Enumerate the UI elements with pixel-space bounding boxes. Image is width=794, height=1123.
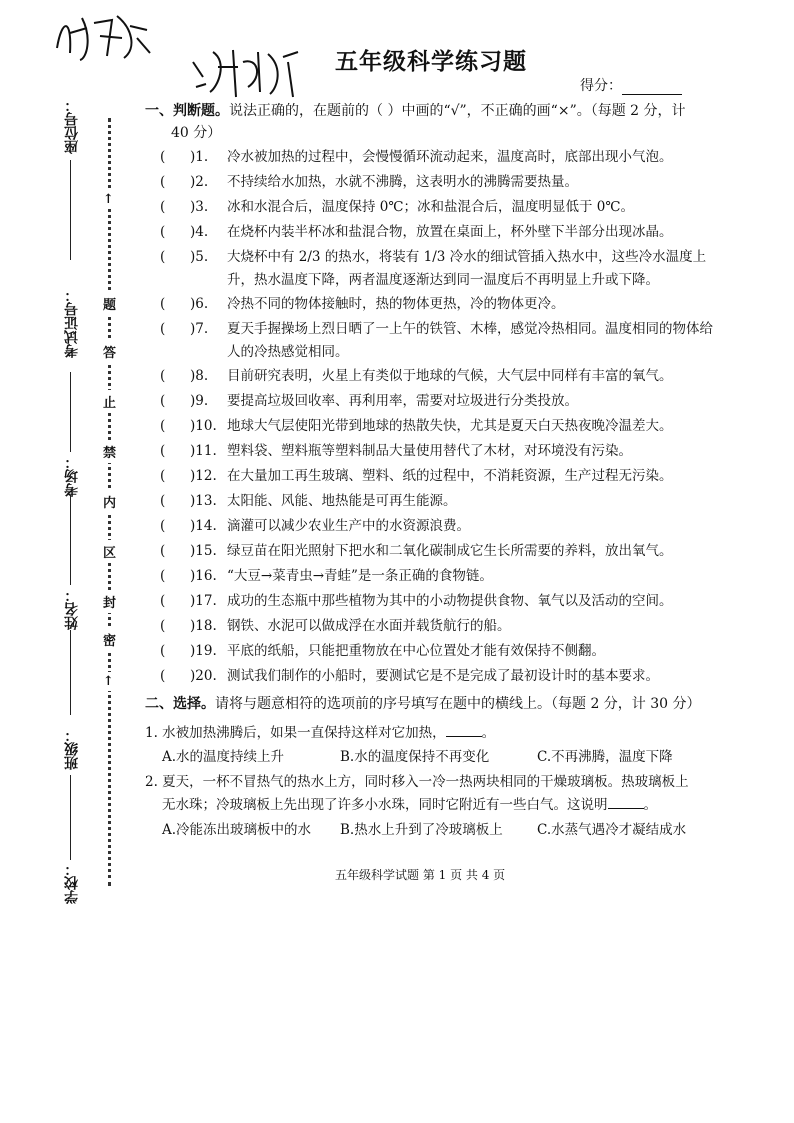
seal-char: 止: [103, 390, 116, 413]
judgment-item: ( )10. 地球大气层使阳光带到地球的热散失快，尤其是夏天白天热夜晚冷温差大。: [160, 415, 720, 438]
answer-paren[interactable]: (: [160, 296, 166, 312]
answer-paren[interactable]: (: [160, 593, 166, 609]
page-footer: 五年级科学试题 第 1 页 共 4 页: [335, 868, 506, 882]
answer-paren[interactable]: (: [160, 199, 166, 215]
school-label: 学校：: [64, 862, 80, 904]
judgment-item: ( )5. 大烧杯中有 2/3 的热水，将装有 1/3 冷水的细试管插入热水中，这些冷水温度上升，热水温度下降，两者温度逐渐达到同一温度后不再明显上升或下降。: [160, 246, 720, 292]
judgment-item: ( )7. 夏天手握操场上烈日晒了一上午的铁管、木棒，感觉冷热相同。温度相同的物体给人的冷热感觉相同。: [160, 318, 720, 364]
choice-q1-stem: 1. 水被加热沸腾后，如果一直保持这样对它加热， 。: [145, 725, 496, 741]
answer-paren[interactable]: (: [160, 393, 166, 409]
seat-number-label: 座位号：: [64, 98, 80, 154]
judgment-item: ( )18. 钢铁、水泥可以做成浮在水面并载货航行的船。: [160, 615, 720, 638]
judgment-item: ( )20. 测试我们制作的小船时，要测试它是不是完成了最初设计时的基本要求。: [160, 665, 720, 688]
section2-title: 二、选择。: [145, 696, 215, 712]
judgment-item: ( )13. 太阳能、风能、地热能是可再生能源。: [160, 490, 720, 513]
judgment-item: ( )15. 绿豆苗在阳光照射下把水和二氧化碳制成它生长所需要的养料，放出氧气。: [160, 540, 720, 563]
name-label: 姓名：: [64, 588, 80, 630]
judgment-item: ( )3. 冰和水混合后，温度保持 0℃；冰和盐混合后，温度明显低于 0℃。: [160, 196, 720, 219]
exam-room-line[interactable]: [70, 495, 71, 585]
seat-number-line[interactable]: [70, 160, 71, 260]
answer-blank[interactable]: [446, 724, 482, 737]
seal-char: 禁: [103, 440, 116, 463]
class-line[interactable]: [70, 775, 71, 860]
answer-paren[interactable]: (: [160, 643, 166, 659]
exam-id-label: 考试证号：: [64, 288, 80, 358]
answer-paren[interactable]: (: [160, 149, 166, 165]
score-label: 得分：: [580, 78, 622, 94]
exam-room-label: 考场：: [64, 455, 80, 497]
judgment-item: ( )12. 在大量加工再生玻璃、塑料、纸的过程中，不消耗资源，生产过程无污染。: [160, 465, 720, 488]
judgment-item: ( )17. 成功的生态瓶中那些植物为其中的小动物提供食物、氧气以及活动的空间。: [160, 590, 720, 613]
seal-char: 封: [103, 590, 116, 613]
judgment-item: ( )11. 塑料袋、塑料瓶等塑料制品大量使用替代了木材，对环境没有污染。: [160, 440, 720, 463]
answer-paren[interactable]: (: [160, 368, 166, 384]
section1-title: 一、判断题。: [145, 103, 229, 119]
judgment-item: ( )6. 冷热不同的物体接触时，热的物体更热，冷的物体更冷。: [160, 293, 720, 316]
answer-paren[interactable]: (: [160, 443, 166, 459]
judgment-item: ( )19. 平底的纸船，只能把重物放在中心位置处才能有效保持不侧翻。: [160, 640, 720, 663]
seal-char: 题: [103, 292, 116, 315]
exam-id-line[interactable]: [70, 372, 71, 452]
judgment-item: ( )2. 不持续给水加热，水就不沸腾，这表明水的沸腾需要热量。: [160, 171, 720, 194]
answer-paren[interactable]: (: [160, 543, 166, 559]
class-label: 班级：: [64, 728, 80, 770]
section1-instruction-cont: 40 分）: [171, 125, 222, 141]
section2-header: [145, 693, 720, 715]
handwriting-scribble-left: [52, 8, 152, 68]
answer-paren[interactable]: (: [160, 249, 166, 265]
answer-paren[interactable]: (: [160, 174, 166, 190]
seal-char: 密: [103, 628, 116, 651]
seal-char: 区: [103, 540, 116, 563]
seal-arrow-top: ↑: [103, 192, 114, 207]
choice-q2-stem: 2. 夏天，一杯不冒热气的热水上方，同时移入一冷一热两块相同的干燥玻璃板。热玻璃板上 无水珠；冷玻璃板上先出现了许多小水珠，同时它附近有一些白气。这说明 。: [145, 774, 689, 813]
seal-arrow-bottom: ↑: [103, 674, 114, 689]
name-line[interactable]: [70, 630, 71, 715]
page-title: 五年级科学练习题: [335, 48, 527, 75]
seal-char: 内: [103, 490, 116, 513]
score-blank[interactable]: [622, 80, 682, 95]
handwriting-scribble-right: [188, 42, 308, 102]
judgment-item: ( )14. 滴灌可以减少农业生产中的水资源浪费。: [160, 515, 720, 538]
choice-q2-option-b: B.热水上升到了冷玻璃板上: [340, 822, 503, 838]
answer-paren[interactable]: (: [160, 468, 166, 484]
choice-q2-option-c: C.水蒸气遇冷才凝结成水: [537, 822, 687, 838]
section1-instruction: 说法正确的，在题前的（ ）中画的“√”，不正确的画“×”。（每题 2 分，计: [229, 103, 686, 119]
choice-q1-option-a: A.水的温度持续上升: [162, 749, 285, 765]
score-field: [580, 75, 682, 95]
answer-paren[interactable]: (: [160, 618, 166, 634]
choice-q1-option-b: B.水的温度保持不再变化: [340, 749, 490, 765]
answer-paren[interactable]: (: [160, 518, 166, 534]
seal-char: 答: [103, 340, 116, 363]
answer-paren[interactable]: (: [160, 493, 166, 509]
judgment-item: ( )8. 目前研究表明，火星上有类似于地球的气候，大气层中同样有丰富的氧气。: [160, 365, 720, 388]
answer-blank[interactable]: [608, 796, 644, 809]
section2-instruction: 请将与题意相符的选项前的序号填写在题中的横线上。（每题 2 分，计 30 分）: [215, 696, 701, 712]
answer-paren[interactable]: (: [160, 568, 166, 584]
judgment-item: ( )1. 冷水被加热的过程中，会慢慢循环流动起来，温度高时，底部出现小气泡。: [160, 146, 720, 169]
judgment-item: ( )4. 在烧杯内装半杯冰和盐混合物，放置在桌面上，杯外壁下半部分出现冰晶。: [160, 221, 720, 244]
judgment-item: ( )9. 要提高垃圾回收率、再利用率，需要对垃圾进行分类投放。: [160, 390, 720, 413]
answer-paren[interactable]: (: [160, 224, 166, 240]
judgment-item: ( )16. “大豆→菜青虫→青蛙”是一条正确的食物链。: [160, 565, 720, 588]
section1-header: [145, 100, 720, 144]
choice-q1-option-c: C.不再沸腾，温度下降: [537, 749, 673, 765]
answer-paren[interactable]: (: [160, 668, 166, 684]
choice-q2-option-a: A.冷能冻出玻璃板中的水: [162, 822, 312, 838]
answer-paren[interactable]: (: [160, 321, 166, 337]
answer-paren[interactable]: (: [160, 418, 166, 434]
